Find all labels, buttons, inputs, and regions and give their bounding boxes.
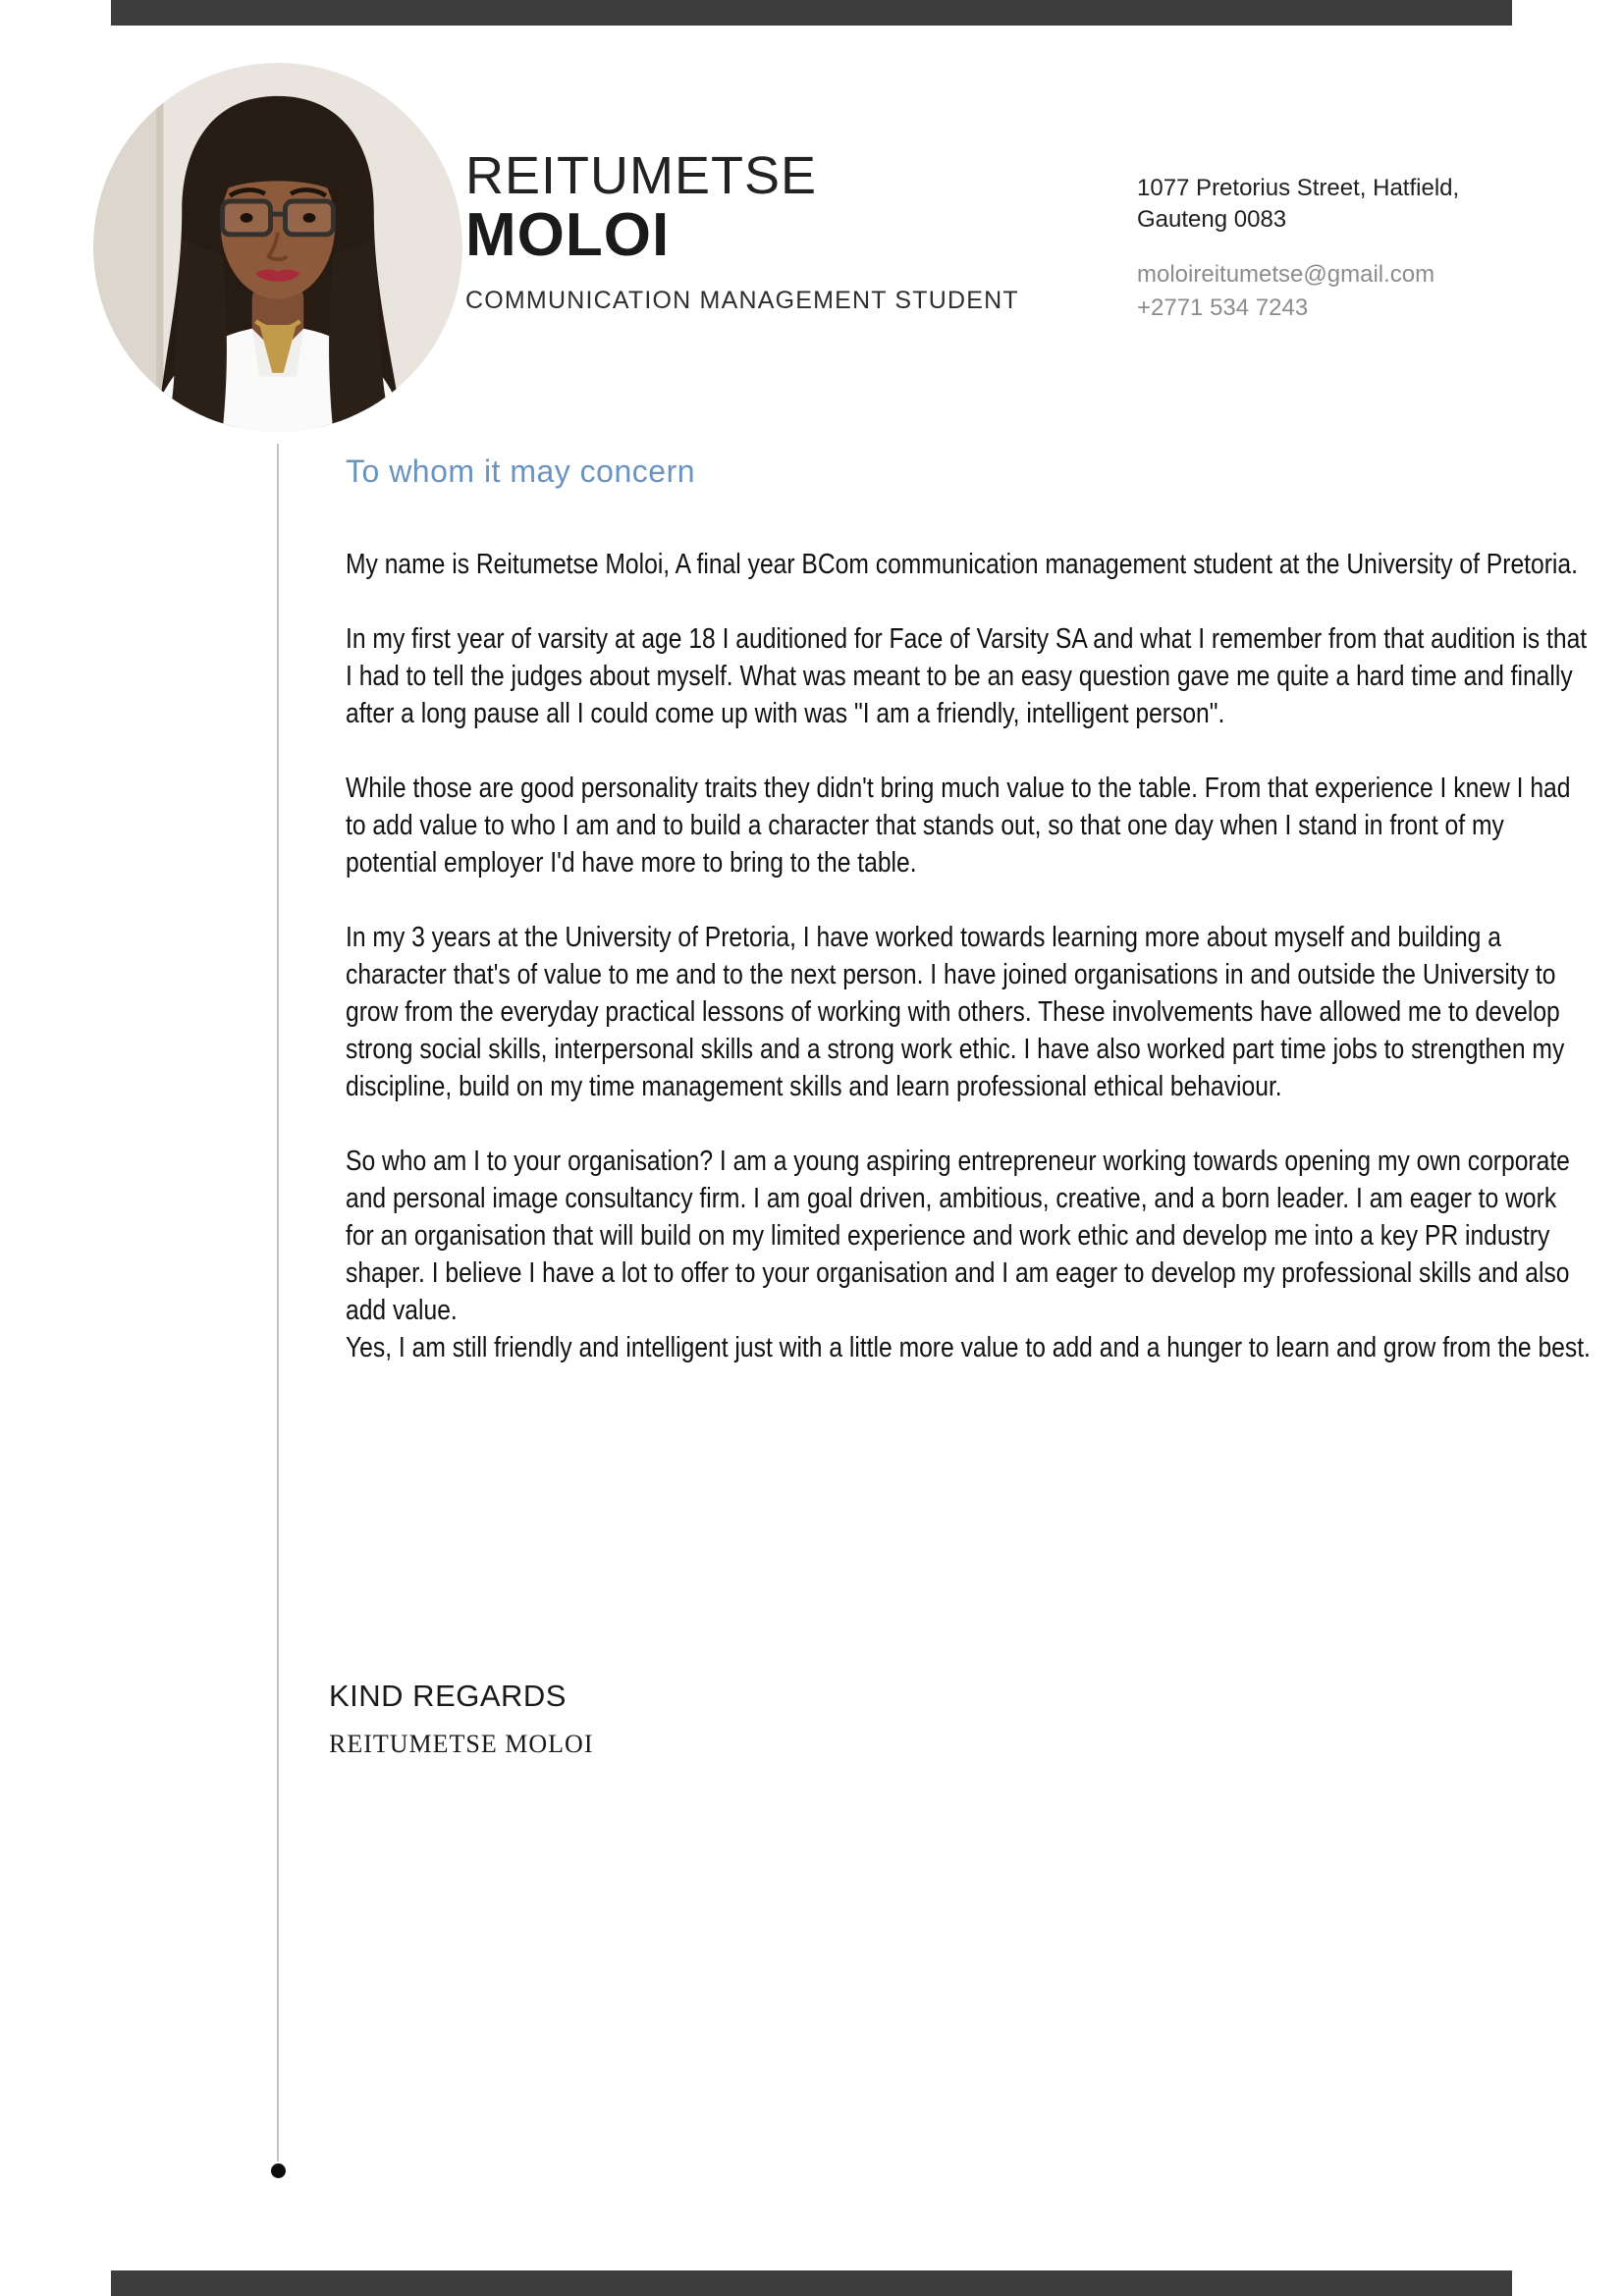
contact-address-line2: Gauteng 0083 xyxy=(1137,206,1287,233)
timeline-end-dot xyxy=(271,2163,286,2178)
contact-phone: +2771 534 7243 xyxy=(1137,294,1309,321)
top-accent-bar xyxy=(111,0,1512,26)
letter-paragraph: While those are good personality traits they didn't bring much value to the table. From that experience I knew I had to add value to who I am and to build a character that stands out, so that one day when I stand in front of my potential employer I'd have more to bring to the table. xyxy=(346,773,1571,879)
letter-paragraph: Yes, I am still friendly and intelligent just with a little more value to add and a hunger to learn and grow from the best. xyxy=(346,1332,1591,1363)
header-name-block xyxy=(465,147,1019,315)
first-name: REITUMETSE xyxy=(465,146,818,205)
greeting: To whom it may concern xyxy=(346,454,696,489)
contact-email: moloireitumetse@gmail.com xyxy=(1137,261,1435,288)
letter-paragraph: My name is Reitumetse Moloi, A final year BCom communication management student at the University of Pretoria. xyxy=(346,549,1578,580)
bottom-accent-bar xyxy=(111,2270,1512,2296)
letter-paragraph: In my 3 years at the University of Pretoria, I have worked towards learning more about myself and building a character that's of value to me and to the next person. I have joined organisations in and outside the University to grow from the everyday practical lessons of working with others. These involvements have allowed me to develop strong social skills, interpersonal skills and a strong work ethic. I have also worked part time jobs to strengthen my discipline, build on my time management skills and learn professional ethical behaviour. xyxy=(346,922,1565,1102)
signature-block xyxy=(329,1679,593,1759)
last-name: MOLOI xyxy=(465,201,671,269)
closing: KIND REGARDS xyxy=(329,1679,567,1713)
contact-block xyxy=(1137,173,1459,324)
letter-paragraph: So who am I to your organisation? I am a young aspiring entrepreneur working towards opening my own corporate and personal image consultancy firm. I am goal driven, ambitious, creative, and a born leader. I am eager to work for an organisation that will build on my limited experience and work ethic and develop me into a key PR industry shaper. I believe I have a lot to offer to your organisation and I am eager to develop my professional skills and also add value. xyxy=(346,1146,1570,1326)
letter-body xyxy=(346,546,1591,1404)
timeline-line xyxy=(277,444,279,2162)
letter-paragraph: In my first year of varsity at age 18 I auditioned for Face of Varsity SA and what I remember from that audition is that I had to tell the judges about myself. What was meant to be an easy question gave me quite a hard time and finally after a long pause all I could come up with was "I am a friendly, intelligent person". xyxy=(346,623,1588,729)
profile-photo xyxy=(93,63,462,432)
role-subtitle: COMMUNICATION MANAGEMENT STUDENT xyxy=(465,287,1019,314)
signature-name: REITUMETSE MOLOI xyxy=(329,1730,594,1758)
contact-address-line1: 1077 Pretorius Street, Hatfield, xyxy=(1137,175,1460,201)
portrait-illustration xyxy=(93,63,462,432)
